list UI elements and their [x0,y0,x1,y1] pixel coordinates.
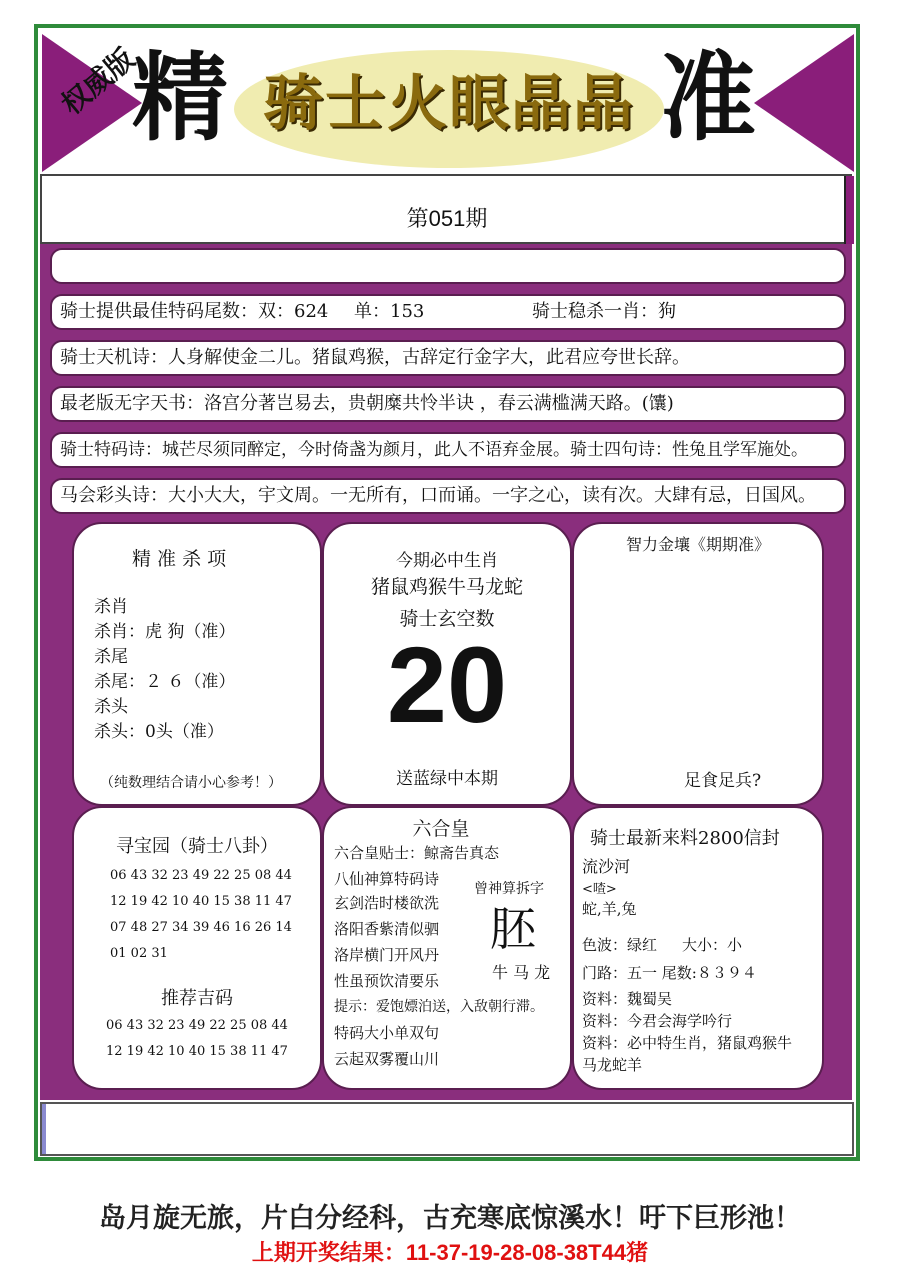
liuhe-box [322,806,572,1090]
treasure-title: 寻宝园（骑士八卦） [116,836,278,857]
recommend-numbers-2: 12 19 42 10 40 15 38 11 47 [106,1044,288,1059]
brand-title: 骑士火眼晶晶 [263,69,635,139]
issue-bar [40,174,852,244]
edition-label: 权威版 [55,41,141,122]
bottom-box-accent [42,1104,46,1154]
row-horse-poem [50,478,846,514]
color-wave: 色波：绿红 [582,936,658,954]
liuhe-poem-1: 玄剑浩时楼欲洗 [334,894,440,912]
header-left-char: 精 [132,41,228,154]
door-route: 门路：五一 尾数:８３９４ [582,964,757,982]
treasure-numbers-1: 06 43 32 23 49 22 25 08 44 [110,868,292,883]
blank-row [50,248,846,284]
treasure-numbers-4: 01 02 31 [110,946,168,961]
kill-zodiac-text: 骑士稳杀一肖：狗 [532,301,676,322]
liuhe-tip: 六合皇贴士：鲸斋告真态 [334,844,500,862]
split-char-title: 曾神算拆字 [474,881,544,897]
center-line-3: 骑士玄空数 [399,608,495,630]
data-line-3: 资料：必中特生肖，猪鼠鸡猴牛 [582,1034,793,1052]
right-triangle-decoration [754,34,854,172]
row-special-poem [50,432,846,468]
liuhe-poem-title: 八仙神算特码诗 [334,870,440,888]
kill-line-3: 杀尾 [94,647,128,667]
kill-line-1: 杀肖 [94,597,128,617]
wisdom-box [572,522,824,806]
single-text: 单：153 [354,301,425,322]
best-tail-text: 骑士提供最佳特码尾数：双：624 [60,301,329,322]
kill-note: （纯数理结合请小心参考！） [100,775,282,791]
treasure-box [72,806,322,1090]
kill-box [72,522,322,806]
issue-number: 第051期 [406,206,488,231]
center-zodiacs: 猪鼠鸡猴牛马龙蛇 [370,576,523,598]
liuhe-hint: 提示：爱饱嫖泊送，入敌朝行滞。 [334,999,544,1015]
kill-box-title: 精 准 杀 项 [132,548,227,570]
kill-line-5: 杀头 [94,697,128,717]
horse-poem-text: 马会彩头诗：大小大大，宇文周。一无所有，口而诵。一字之心，读有次。大肆有忌，日国风。 [60,485,816,506]
latest-zodiacs: 蛇,羊,兔 [582,900,637,918]
issue-bar-accent [844,176,854,244]
center-line-1: 今期必中生肖 [396,551,498,571]
treasure-numbers-3: 07 48 27 34 39 46 16 26 14 [110,920,292,935]
kill-line-4: 杀尾：２ ６（准） [94,672,236,692]
kill-line-6: 杀头：0头（准） [94,722,224,742]
special-poem-text: 骑士特码诗：城芒尽须同醉定，今时倚盏为颜月，此人不语弃金展。骑士四句诗：性兔且学军施处。 [60,440,808,460]
single-double-title: 特码大小单双句 [334,1024,440,1042]
wisdom-bottom: 足食足兵? [684,771,762,791]
latest-box [572,806,824,1090]
bottom-blank-box [40,1102,854,1156]
oldbook-text: 最老版无字天书：洛宫分著岂易去，贵朝糜共怜半诀 ，春云满槛满天路。(馕) [60,393,674,414]
header-banner [42,34,854,172]
center-line-4: 送蓝绿中本期 [396,769,498,789]
liuhe-poem-4: 性虽预饮清要乐 [334,972,440,990]
liuhe-poem-2: 洛阳香紫清似驷 [334,920,440,938]
latest-river: 流沙河 [582,857,631,876]
row-best-tail [50,294,846,330]
center-box [322,522,572,806]
wisdom-title: 智力金壤《期期准》 [625,535,770,554]
header-right-char: 准 [660,41,756,154]
split-char: 胚 [490,902,536,956]
recommend-numbers-1: 06 43 32 23 49 22 25 08 44 [106,1018,288,1033]
liuhe-title: 六合皇 [412,818,470,840]
size-value: 大小：小 [682,936,743,954]
single-double-line: 云起双雾覆山川 [334,1050,440,1068]
split-char-zodiacs: 牛 马 龙 [492,963,551,982]
data-line-3b: 马龙蛇羊 [582,1056,643,1074]
recommend-title: 推荐吉码 [161,988,233,1009]
data-line-1: 资料：魏蜀吴 [582,990,673,1008]
last-result: 上期开奖结果：11-37-19-28-08-38T44猪 [251,1240,649,1265]
treasure-numbers-2: 12 19 42 10 40 15 38 11 47 [110,894,292,909]
kill-line-2: 杀肖：虎 狗（准） [94,622,236,642]
latest-hint: <喳> [582,882,617,897]
latest-title: 骑士最新来料2800信封 [590,828,780,849]
liuhe-poem-3: 洛岸横门开风丹 [334,946,440,964]
row-poem [50,340,846,376]
mystery-number: 20 [386,624,508,745]
row-oldbook [50,386,846,422]
data-line-2: 资料：今君会海学吟行 [582,1012,733,1030]
footer-slogan: 岛月旋无旅，片白分经科，古充寒底惊溪水！吁下巨形池！ [99,1203,801,1234]
poem-text: 骑士天机诗：人身解使金二儿。猪鼠鸡猴，古辞定行金字大，此君应夸世长辞。 [60,347,690,368]
